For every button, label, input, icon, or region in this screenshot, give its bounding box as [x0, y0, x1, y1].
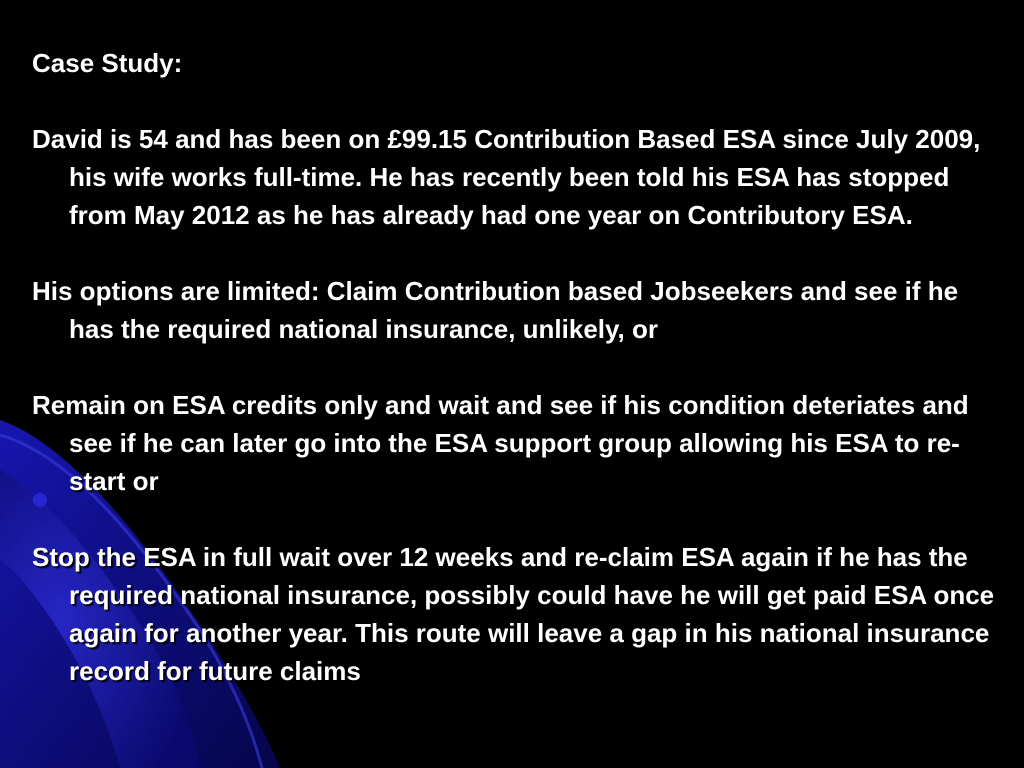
- paragraph-option-reclaim-esa: Stop the ESA in full wait over 12 weeks and re-claim ESA again if he has the required national insurance, possibly could have he will get paid ESA once again for another year. This route will leave a gap in his national insurance record for future claims: [32, 542, 995, 686]
- slide-content: [32, 44, 1007, 690]
- slide-heading: Case Study:: [32, 48, 183, 78]
- paragraph-case-description: David is 54 and has been on £99.15 Contribution Based ESA since July 2009, his wife works full-time. He has recently been told his ESA has stopped from May 2012 as he has already had one year on Contributory ESA.: [32, 124, 981, 230]
- paragraph-option-jobseekers: His options are limited: Claim Contribution based Jobseekers and see if he has the required national insurance, unlikely, or: [32, 276, 959, 344]
- paragraph-option-esa-credits: Remain on ESA credits only and wait and see if his condition deteriates and see if he can later go into the ESA support group allowing his ESA to re-start or: [32, 390, 969, 496]
